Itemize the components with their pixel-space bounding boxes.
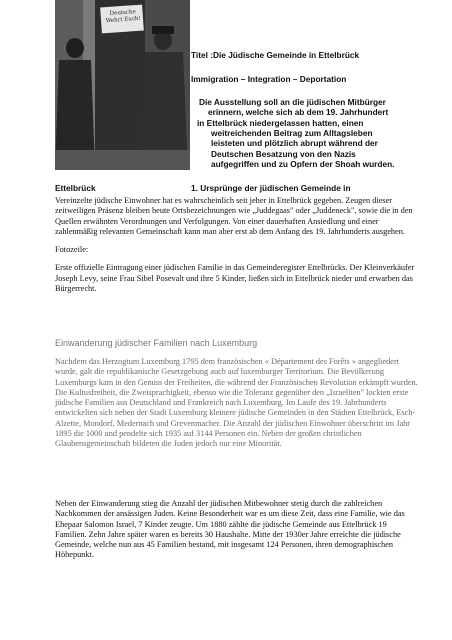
intro-line: Die Ausstellung soll an die jüdischen Mitbürger — [199, 96, 386, 107]
intro-line: leisteten und plötzlich abrupt während der — [211, 138, 378, 149]
section-1-title: 1. Ursprünge der jüdischen Gemeinde in — [191, 182, 351, 193]
section-2-heading: Einwanderung jüdischer Familien nach Luxemburg — [55, 338, 258, 348]
fotozeile-label: Fotozeile: — [55, 245, 89, 255]
page-subtitle: Immigration – Integration – Deportation — [191, 74, 347, 85]
page-title: Titel :Die Jüdische Gemeinde in Ettelbrück — [191, 50, 360, 60]
paragraph-growth: Neben der Einwanderung stieg die Anzahl der jüdischen Mitbewohner stetig durch die zahlreichen Nachkommen der ansässigen Juden. Keine Besonderheit war es um diese Zeit, dass eine Familie, wie das Ehepaar Salomon Israel, 7 Kinder zeugte. Um 1880 zählte die jüdische Gemeinde aus Ettelbrück 19 Familien. Zehn Jahre später waren es bereits 30 Haushalte. Mitte der 1930er Jahre erreichte die jüdische Gemeinde, welche nun aus 45 Familien bestand, mit insgesamt 124 Personen, ihren demographischen Höhepunkt. — [55, 499, 405, 560]
intro-line: Deutschen Besatzung von den Nazis — [211, 148, 356, 159]
section-1-title-continued: Ettelbrück — [55, 183, 96, 193]
paragraph-photo-caption: Erste offizielle Eintragung einer jüdischen Familie in das Gemeinderegister Ettelbrücks. Der Kleinverkäufer Joseph Levy, seine Frau Sibel Posevalt und ihre 5 Kinder, ließen sich in Ettelbrück nieder und erwarben das Bürgerrecht. — [55, 263, 415, 294]
sign-text-line-1: Deutsche — [109, 9, 136, 17]
body-text — [55, 196, 415, 302]
sign-text-line-2: Wehrt Euch! — [105, 15, 141, 24]
title-block — [191, 50, 441, 193]
intro-line: in Ettelbrück niedergelassen hatten, einen — [197, 117, 364, 128]
paragraph-origins: Vereinzelte jüdische Einwohner hat es wahrscheinlich seit jeher in Ettelbrück gegeben. Zeugen dieser zeitweiligen Präsenz bleiben heute Ortsbezeichnungen wie „Juddegaas" oder „Juddeneck", sowie die in den Quellen erwähnten Verordnungen und Verfolgungen. Von einer dauerhaften Ansiedlung und einer zahlenmäßig relevanten Gemeinschaft kann man aber erst ab dem Anfang des 19. Jahrhunderts ausgehen. — [55, 196, 413, 236]
intro-line: erinnern, welche sich ab dem 19. Jahrhundert — [208, 107, 389, 118]
historical-photo — [55, 0, 190, 170]
paragraph-immigration: Nachdem das Herzogtum Luxemburg 1795 dem französischen « Département des Forêts » angegliedert wurde, galt die republikanische Gesetzgebung auch auf luxemburger Territorium. Die Bevölkerung Luxemburgs kam in den Genuss der Freiheiten, die während der Französischen Revolution erkämpft wurden. Die Kultusfreiheit, die Zweisprachigkeit, ebenso wie die Toleranz gegenüber den „Israeliten" lockten erste jüdische Familien aus Deutschland und Frankreich nach Luxemburg. Im Laufe des 19. Jahrhunderts entwickelten sich neben der Stadt Luxemburg kleinere jüdische Gemeinden in den Städten Ettelbrück, Esch-Alzette, Mondorf, Medernach und Grevenmacher. Die Anzahl der jüdischen Einwohner überschritt im Jahr 1895 die 1000 und pendelte sich 1935 auf 3144 Personen ein. Neben der großen christlichen Glaubensgemeinschaft bildeten die Juden jedoch nur eine Minorität. — [55, 357, 418, 449]
intro-paragraph — [191, 97, 441, 170]
intro-line: aufgegriffen und zu Opfern der Shoah wurden. — [211, 159, 395, 170]
intro-line: weitreichenden Beitrag zum Alltagsleben — [211, 128, 373, 139]
